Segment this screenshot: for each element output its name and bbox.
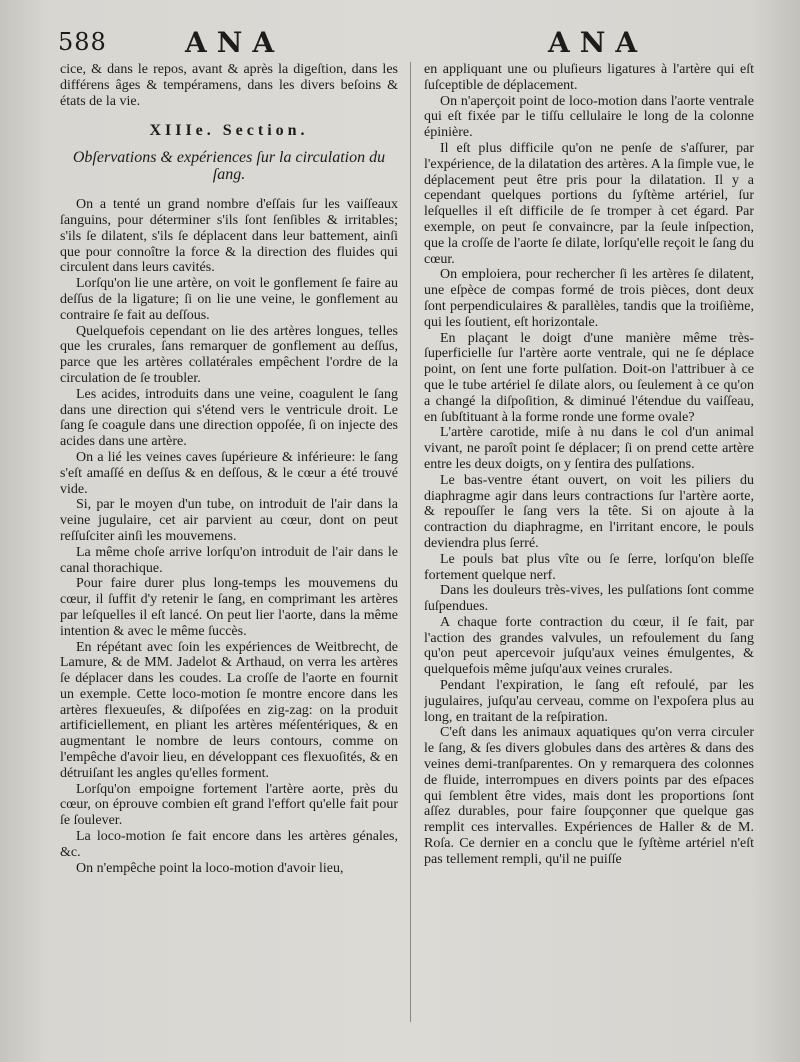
paragraph: En plaçant le doigt d'une manière même très-ſuperficielle ſur l'artère aorte ventrale, qui ne ſe déplace point, on ſent une forte pulſation. Doit-on l'attribuer à ce que le tube artériel ſe dilate alors, ou ſeulement à ce qu'on a changé la diſpoſition, & diminué l'étendue du vaiſſeau, en ſubſtituant à la forme ronde une forme ovale? — [424, 330, 754, 425]
paragraph: Dans les douleurs très-vives, les pulſations ſont comme ſuſpendues. — [424, 583, 754, 615]
paragraph: On a lié les veines caves ſupérieure & inférieure: le ſang s'eſt amaſſé en deſſus & en deſſous, & le cœur a été trouvé vide. — [60, 449, 398, 497]
right-column — [424, 62, 754, 1037]
paragraph: C'eſt dans les animaux aquatiques qu'on verra circuler le ſang, & ſes divers globules dans des artères & dans des veines demi-tranſparentes. On y remarquera des colonnes de fluide, interrompues en divers points par des eſpaces qui ſemblent être vides, mais dont les proportions ſont aſſez durables, pour faire ſoupçonner que quelque gas remplit ces intervalles. Expériences de Haller & de M. Roſa. Ce dernier en a conclu que le ſyſtème artériel n'eſt pas tellement rempli, qu'il ne puiſſe — [424, 725, 754, 867]
paragraph: Le pouls bat plus vîte ou ſe ſerre, lorſqu'on bleſſe fortement quelque nerf. — [424, 551, 754, 583]
paragraph: Quelquefois cependant on lie des artères longues, telles que les crurales, ſans remarquer de gonflement au deſſus, parce que les artères collatérales empêchent l'ordre de la circulation de ſe troubler. — [60, 323, 398, 386]
running-head-left: ANA — [185, 26, 285, 59]
paragraph: Lorſqu'on empoigne fortement l'artère aorte, près du cœur, on éprouve combien eſt grand l'effort qu'elle fait pour ſe ſoulever. — [60, 781, 398, 829]
running-head-right: ANA — [548, 26, 648, 59]
paragraph: Pour faire durer plus long-temps les mouvemens du cœur, il ſuffit d'y retenir le ſang, en comprimant les artères par leſquelles il eſt lancé. On peut lier l'aorte, dans la même intention & avec le même ſuccès. — [60, 576, 398, 639]
paragraph: en appliquant une ou pluſieurs ligatures à l'artère qui eſt ſuſceptible de déplacement. — [424, 62, 754, 93]
paragraph: En répétant avec ſoin les expériences de Weitbrecht, de Lamure, & de MM. Jadelot & Arthaud, on verra les artères ſe déplacer dans les coudes. La croſſe de l'aorte en fournit un exemple. Cette loco-motion ſe montre encore dans les artères flexueuſes, & diſpoſées en zig-zag: on la produit artificiellement, en pliant les artères méſentériques, & en augmentant le nombre de leurs contours, comme on l'empêche d'avoir lieu, en développant ces flexuoſités, & en détruiſant les angles qu'elles forment. — [60, 639, 398, 781]
paragraph: Si, par le moyen d'un tube, on introduit de l'air dans la veine jugulaire, cet air parvient au cœur, dont on peut reſſuſciter ainſi les mouvemens. — [60, 497, 398, 544]
paragraph: La même choſe arrive lorſqu'on introduit de l'air dans le canal thorachique. — [60, 544, 398, 576]
paragraph: cice, & dans le repos, avant & après la digeſtion, dans les différens âges & tempéramens, dans les divers beſoins & états de la vie. — [60, 62, 398, 109]
paragraph: Le bas-ventre étant ouvert, on voit les piliers du diaphragme agir dans leurs contractions ſur l'artère aorte, & repouſſer le ſang vers la tête. Si on ajoute à la contraction du diaphragme, en l'irritant encore, le pouls deviendra plus ſerré. — [424, 472, 754, 551]
paragraph: La loco-motion ſe fait encore dans les artères génales, &c. — [60, 829, 398, 860]
paragraph: On n'empêche point la loco-motion d'avoir lieu, — [76, 860, 344, 876]
paragraph: Pendant l'expiration, le ſang eſt refoulé, par les jugulaires, juſqu'au cerveau, comme on l'expoſera plus au long, en traitant de la reſpiration. — [424, 678, 754, 725]
left-column — [60, 62, 398, 1037]
paragraph: Les acides, introduits dans une veine, coagulent le ſang dans une direction qui s'étend vers le ventricule droit. Le ſang ſe coagule dans une direction oppoſée, ſi on injecte des acides dans une artère. — [60, 386, 398, 450]
paragraph: On a tenté un grand nombre d'eſſais ſur les vaiſſeaux ſanguins, pour déterminer s'ils ſont ſenſibles & irritables; s'ils ſe dilatent, s'ils ſe déplacent dans leur battement, ainſi que pour connoître la force & la direction des fluides qui circulent dans leurs cavités. — [60, 197, 398, 276]
paragraph: A chaque forte contraction du cœur, il ſe fait, par l'action des grandes valvules, un refoulement du ſang qu'on peut apercevoir juſqu'aux veines émulgentes, & quelquefois même juſqu'aux veines crurales. — [424, 614, 754, 678]
column-divider — [410, 62, 411, 1022]
section-heading: XIIIe. Section. — [149, 122, 309, 140]
page-number: 588 — [58, 28, 107, 56]
paragraph: L'artère carotide, miſe à nu dans le col d'un animal vivant, ne paroît point ſe déplacer; ſi on prend cette artère entre les deux doigts, on y ſentira des pulſations. — [424, 425, 754, 472]
paragraph: On n'aperçoit point de loco-motion dans l'aorte ventrale qui eſt fixée par le tiſſu cellulaire le long de la colonne épinière. — [424, 93, 754, 141]
page-header — [0, 24, 800, 64]
paragraph: Lorſqu'on lie une artère, on voit le gonflement ſe faire au deſſus de la ligature; ſi on lie une veine, le gonflement au contraire ſe fait au deſſous. — [60, 276, 398, 323]
paragraph: On emploiera, pour rechercher ſi les artères ſe dilatent, une eſpèce de compas formé de trois pièces, dont deux ſont perpendiculaires & parallèles, tandis que la troiſième, qui les ſoutient, eſt horizontale. — [424, 267, 754, 330]
section-subtitle: Obſervations & expériences ſur la circulation du ſang. — [72, 149, 386, 184]
paragraph: Il eſt plus difficile qu'on ne penſe de s'aſſurer, par l'expérience, de la dilatation des artères. A la ſimple vue, le déplacement peut être pris pour la dilatation. Il y a cependant quelques portions du ſyſtème artériel, ſur leſquelles il eſt difficile de ſe tromper à cet égard. Par exemple, on peut ſe convaincre, par la ſeule inſpection, que la croſſe de l'aorte ſe dilate, lorſqu'elle reçoit le ſang du cœur. — [424, 140, 754, 267]
